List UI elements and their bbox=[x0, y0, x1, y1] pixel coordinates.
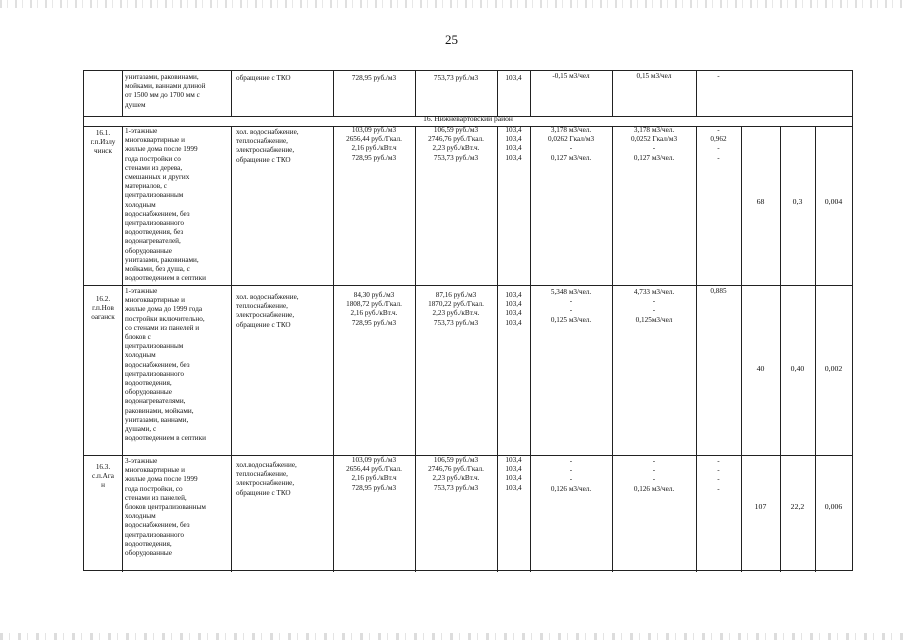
top-row-index: 103,4 bbox=[505, 74, 522, 82]
row-description: 1-этажные многоквартирные и жилые дома после 1999 года постройки со стенами из дерева, смешанных и других материалов, с централизованным холодным водоснабжением, без централизованного водоотведения, без водонагревателей, оборудованные унитазами, раковинами, мойками, без душа, с водоотведением в септики bbox=[125, 127, 206, 283]
column-rule bbox=[530, 126, 531, 572]
row-col-a: 40 bbox=[756, 364, 765, 373]
column-rule bbox=[696, 126, 697, 572]
top-row-norm2: 0,15 м3/чел bbox=[636, 72, 672, 80]
section-title: 16. Нижневартовский район bbox=[423, 114, 513, 123]
top-row-tariff1: 728,95 руб./м3 bbox=[351, 74, 397, 82]
top-row-tariff2: 753,73 руб./м3 bbox=[433, 74, 479, 82]
row-services: хол. водоснабжение, теплоснабжение, электроснабжение, обращение с ТКО bbox=[236, 293, 299, 329]
row-number: 16.3. с.п.Ага н bbox=[92, 463, 114, 490]
row-col-a: 68 bbox=[756, 197, 765, 206]
row-description: 1-этажные многоквартирные и жилые дома до 1999 года постройки включительно, со стенами из панелей и блоков с централизованным холодным водоснабжением, без централизованного водоотведения, оборудованные водонагревателями, раковинами, мойками, унитазами, ваннами, душами, с водоотведением в септики bbox=[125, 287, 206, 443]
scan-noise-top bbox=[0, 0, 905, 8]
row-norm1: 3,178 м3/чел. 0,0262 Гкал/м3 - 0,127 м3/чел. bbox=[547, 126, 595, 162]
row-number: 16.2. г.п.Нов оаганск bbox=[91, 295, 115, 322]
row-norm2: 3,178 м3/чел. 0,0252 Гкал/м3 - 0,127 м3/чел. bbox=[630, 126, 678, 162]
column-rule bbox=[415, 126, 416, 572]
row-tariff2: 106,59 руб./м3 2746,76 руб./Гкал. 2,23 руб./кВт.ч. 753,73 руб./м3 bbox=[428, 456, 484, 492]
row-extra: 0,885 bbox=[710, 287, 727, 295]
column-rule bbox=[122, 126, 123, 572]
row-norm2: - - - 0,126 м3/чел. bbox=[633, 457, 675, 493]
top-row-services: обращение с ТКО bbox=[236, 74, 291, 82]
row-col-c: 0,004 bbox=[824, 197, 843, 206]
column-rule bbox=[333, 126, 334, 572]
row-tariff1: 103,09 руб./м3 2656,44 руб./Гкал. 2,16 руб./кВт.ч 728,95 руб./м3 bbox=[346, 456, 402, 492]
row-services: хол. водоснабжение, теплоснабжение, электроснабжение, обращение с ТКО bbox=[236, 128, 299, 164]
row-extra: - - - - bbox=[717, 457, 720, 493]
column-rule bbox=[612, 126, 613, 572]
row-col-b: 0,40 bbox=[790, 364, 805, 373]
row-services: хол.водоснабжение, теплоснабжение, электроснабжение, обращение с ТКО bbox=[236, 461, 297, 497]
row-index: 103,4 103,4 103,4 103,4 bbox=[505, 291, 522, 327]
row-norm1: 5,348 м3/чел. - - 0,125 м3/чел. bbox=[550, 288, 592, 324]
column-rule bbox=[497, 126, 498, 572]
scan-noise-bottom bbox=[0, 633, 905, 640]
row-index: 103,4 103,4 103,4 103,4 bbox=[505, 126, 522, 162]
row-col-a: 107 bbox=[754, 502, 767, 511]
row-col-c: 0,002 bbox=[824, 364, 843, 373]
column-rule bbox=[122, 71, 123, 116]
row-rule bbox=[84, 285, 852, 286]
top-row-description: унитазами, раковинами, мойками, ваннами длиной от 1500 мм до 1700 мм с душем bbox=[125, 73, 206, 109]
row-norm1: - - - 0,126 м3/чел. bbox=[550, 457, 592, 493]
top-row-norm1: -0,15 м3/чел bbox=[552, 72, 590, 80]
row-extra: - 0,962 - - bbox=[710, 126, 727, 162]
row-tariff2: 106,59 руб./м3 2746,76 руб./Гкал. 2,23 руб./кВт.ч. 753,73 руб./м3 bbox=[428, 126, 484, 162]
row-col-b: 0,3 bbox=[792, 197, 803, 206]
top-row-extra: - bbox=[717, 72, 720, 80]
row-tariff2: 87,16 руб./м3 1870,22 руб./Гкал. 2,23 руб./кВт.ч. 753,73 руб./м3 bbox=[428, 291, 484, 327]
row-tariff1: 103,09 руб./м3 2656,44 руб./Гкал. 2,16 руб./кВт.ч 728,95 руб./м3 bbox=[346, 126, 402, 162]
row-col-b: 22,2 bbox=[790, 502, 805, 511]
row-description: 3-этажные многоквартирные и жилые дома после 1999 года постройки, со стенами из панелей, блоков централизованным холодным водоснабжением, без централизованного водоотведения, оборудованные bbox=[125, 457, 206, 558]
row-number: 16.1. г.п.Излу чинск bbox=[90, 129, 116, 156]
column-rule bbox=[231, 126, 232, 572]
row-col-c: 0,006 bbox=[824, 502, 843, 511]
row-tariff1: 84,30 руб./м3 1808,72 руб./Гкал. 2,16 руб./кВт.ч. 728,95 руб./м3 bbox=[346, 291, 402, 327]
column-rule bbox=[231, 71, 232, 116]
tariff-table bbox=[83, 70, 853, 571]
row-index: 103,4 103,4 103,4 103,4 bbox=[505, 456, 522, 492]
page-number: 25 bbox=[445, 32, 458, 47]
row-norm2: 4,733 м3/чел. - - 0,125м3/чел bbox=[633, 288, 675, 324]
